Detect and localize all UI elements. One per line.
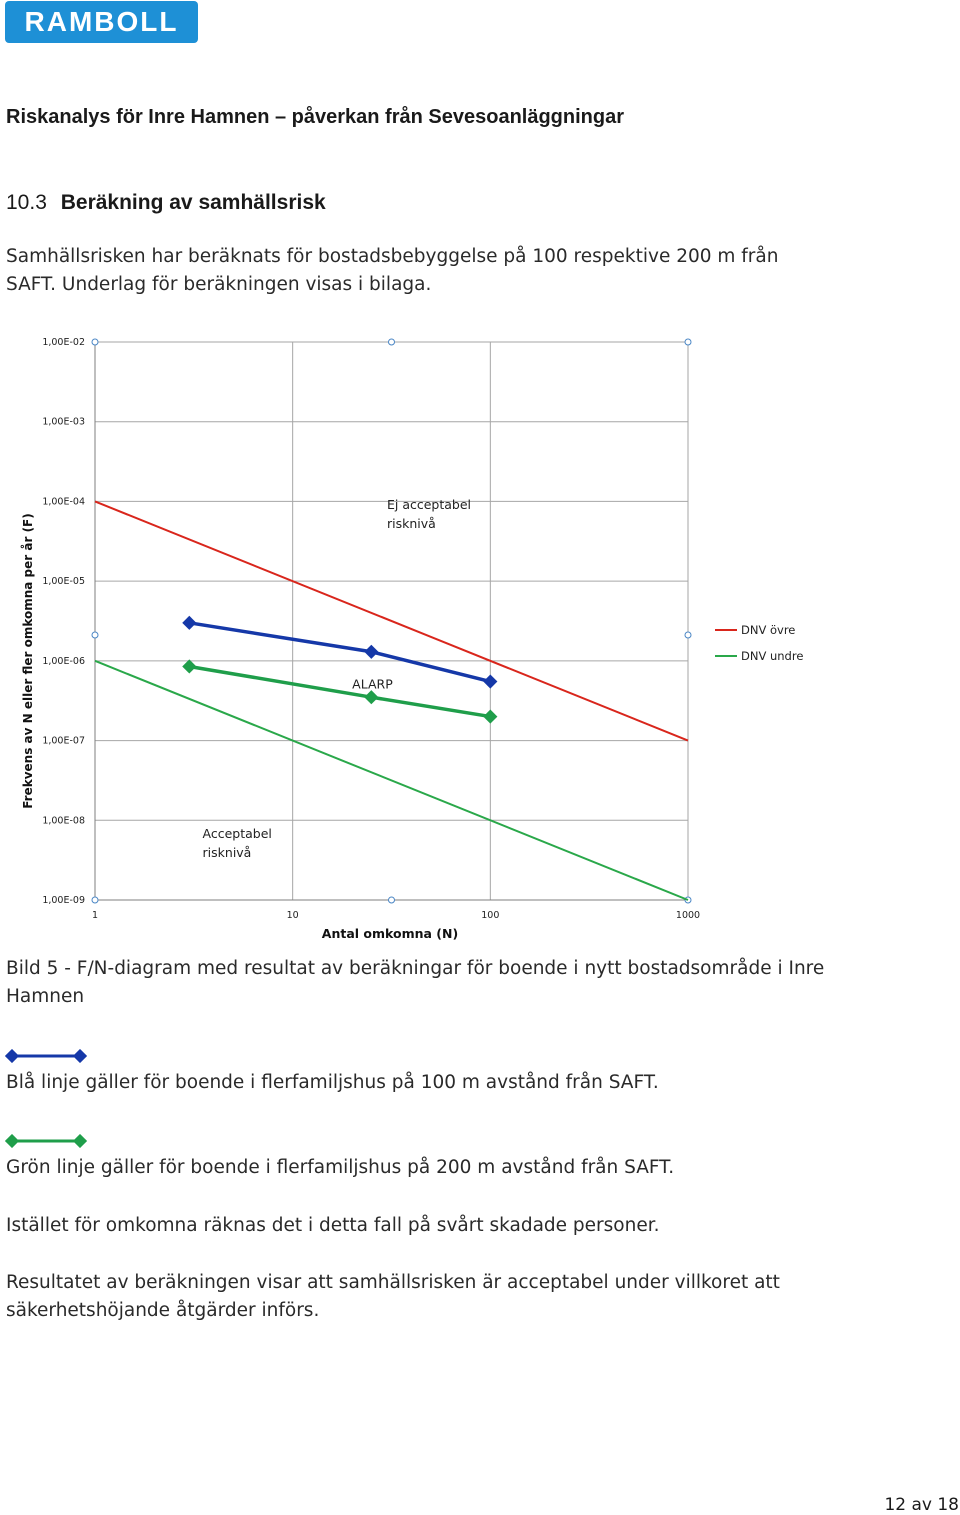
data-point-marker (483, 710, 497, 724)
data-point-marker (364, 645, 378, 659)
chart-frame-handle (389, 339, 395, 345)
chart-annotation: risknivå (202, 844, 252, 860)
y-tick-label: 1,00E-08 (42, 815, 85, 827)
chart-annotation: Ej acceptabel (386, 497, 472, 513)
figure-caption: Bild 5 - F/N-diagram med resultat av beräkningar för boende i nytt bostadsområde i Inre Hamnen (6, 958, 825, 1007)
series-line-4 (189, 666, 490, 716)
legend-label: DNV undre (741, 649, 804, 663)
section-title: Beräkning av samhällsrisk (60, 191, 326, 214)
chart-frame-handle (389, 897, 395, 903)
x-tick-label: 100 (481, 910, 500, 921)
chart-frame-handle (92, 632, 98, 638)
data-point-marker (182, 616, 196, 630)
blue-line-description: Blå linje gäller för boende i flerfamiljshus på 100 m avstånd från SAFT. (6, 1072, 659, 1093)
document-title: Riskanalys för Inre Hamnen – påverkan från Sevesoanläggningar (6, 106, 625, 128)
section-heading (6, 191, 326, 215)
green-line-legend-icon (5, 1134, 87, 1148)
data-point-marker (483, 674, 497, 688)
chart-frame-handle (92, 339, 98, 345)
ramboll-logo: RAMBOLL (5, 1, 198, 43)
result-paragraph: Resultatet av beräkningen visar att samhällsrisken är acceptabel under villkoret att säkerhetshöjande åtgärder införs. (6, 1272, 780, 1321)
chart-frame-handle (685, 339, 691, 345)
blue-line-legend-icon (5, 1049, 87, 1063)
green-line-description: Grön linje gäller för boende i flerfamiljshus på 200 m avstånd från SAFT. (6, 1157, 675, 1178)
chart-annotation: risknivå (386, 516, 436, 532)
chart-annotation: Acceptabel (202, 825, 272, 841)
series-line-dnv-undre (95, 661, 688, 900)
series-line-dnv-övre (95, 501, 688, 740)
y-tick-label: 1,00E-05 (42, 576, 85, 588)
y-tick-label: 1,00E-06 (42, 655, 85, 667)
y-axis-title: Frekvens av N eller fler omkomna per år (F) (21, 513, 35, 809)
x-axis-title: Antal omkomna (N) (321, 926, 459, 941)
x-tick-label: 1000 (675, 910, 701, 921)
legend-label: DNV övre (741, 623, 796, 637)
chart-frame-handle (685, 632, 691, 638)
section-number: 10.3 (6, 191, 47, 214)
fn-diagram (0, 328, 830, 948)
chart-frame-handle (92, 897, 98, 903)
data-point-marker (182, 659, 196, 673)
y-tick-label: 1,00E-07 (42, 735, 85, 747)
chart-annotation: ALARP (352, 676, 393, 692)
data-point-marker (364, 690, 378, 704)
y-tick-label: 1,00E-02 (42, 337, 85, 348)
y-tick-label: 1,00E-03 (42, 416, 85, 428)
x-tick-label: 1 (91, 910, 99, 921)
intro-paragraph: Samhällsrisken har beräknats för bostadsbebyggelse på 100 respektive 200 m från SAFT. Underlag för beräkningen visas i bilaga. (6, 246, 779, 295)
y-tick-label: 1,00E-09 (42, 895, 85, 906)
injured-note-paragraph: Istället för omkomna räknas det i detta fall på svårt skadade personer. (6, 1215, 660, 1236)
y-tick-label: 1,00E-04 (42, 496, 85, 508)
page-number: 12 av 18 (884, 1495, 959, 1515)
x-tick-label: 10 (286, 910, 299, 921)
